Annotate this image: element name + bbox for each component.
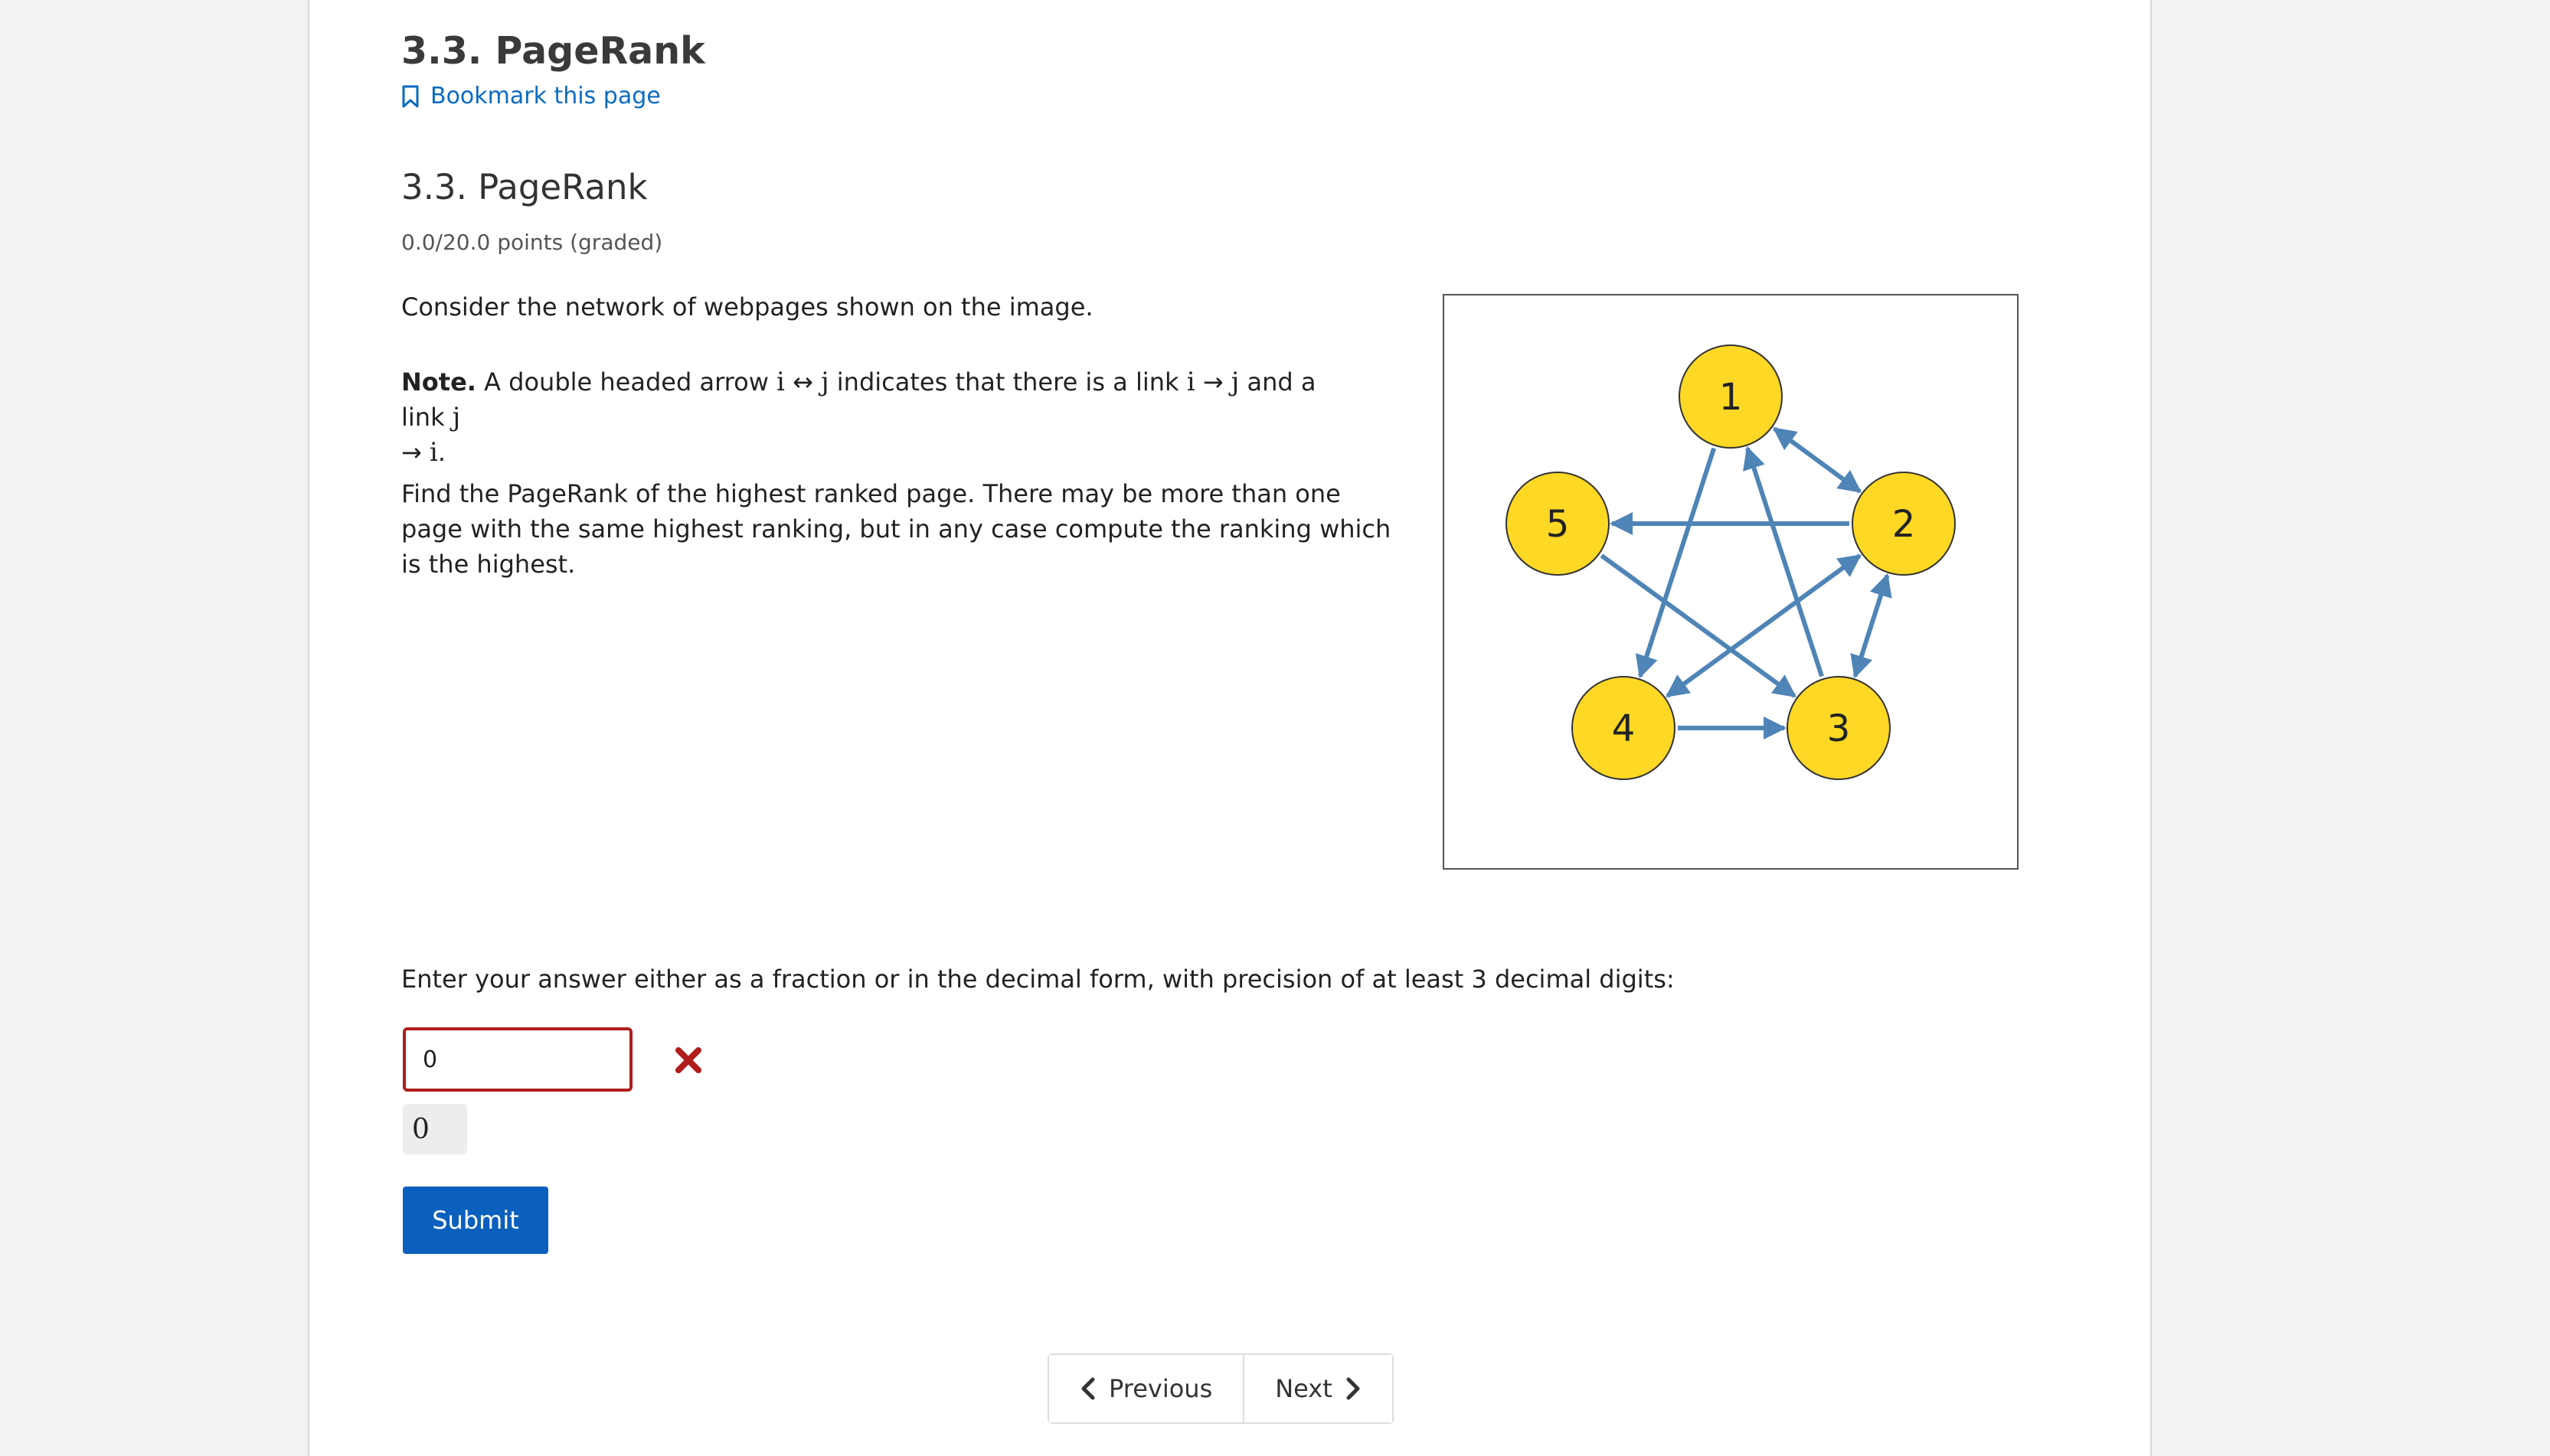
next-button[interactable] <box>1243 1355 1392 1422</box>
answer-prompt: Enter your answer either as a fraction or in the decimal form, with precision of at least 3 decimal digits: <box>401 965 1675 994</box>
points-label: 0.0/20.0 points (graded) <box>401 230 663 255</box>
network-figure <box>1443 294 2019 870</box>
submit-button[interactable]: Submit <box>403 1187 548 1254</box>
problem-note: Note. A double headed arrow i ↔ j indicates that there is a link i → j and a link j → i. <box>401 367 1316 468</box>
edge-1-2 <box>1774 429 1860 491</box>
bookmark-label: Bookmark this page <box>430 83 661 109</box>
problem-title: 3.3. PageRank <box>401 167 648 207</box>
bookmark-link[interactable] <box>401 83 661 109</box>
unit-title: 3.3. PageRank <box>401 29 705 73</box>
network-graph <box>1444 295 2017 868</box>
previous-label: Previous <box>1109 1374 1213 1403</box>
node-label-2: 2 <box>1891 503 1916 546</box>
problem-task: Find the PageRank of the highest ranked page. There may be more than one page with the same highest ranking, but in any case compute the ranking which is the highest. <box>401 479 1391 579</box>
edge-2-3 <box>1855 576 1888 677</box>
course-page <box>308 0 2152 1456</box>
close-icon <box>674 1046 703 1075</box>
sequence-nav <box>1048 1353 1394 1424</box>
node-label-1: 1 <box>1718 376 1743 419</box>
edge-1-4 <box>1640 449 1714 677</box>
node-label-5: 5 <box>1545 503 1570 546</box>
note-label: Note. <box>401 367 476 397</box>
answer-preview: 0 <box>403 1104 467 1154</box>
chevron-left-icon <box>1080 1377 1097 1400</box>
chevron-right-icon <box>1345 1377 1362 1400</box>
edge-3-1 <box>1747 449 1822 677</box>
bookmark-icon <box>401 85 420 108</box>
previous-button[interactable] <box>1049 1355 1243 1422</box>
next-label: Next <box>1275 1374 1332 1403</box>
node-label-4: 4 <box>1611 707 1636 750</box>
answer-input[interactable] <box>403 1027 633 1092</box>
node-label-3: 3 <box>1826 707 1851 750</box>
problem-intro: Consider the network of webpages shown on the image. <box>401 292 1094 322</box>
